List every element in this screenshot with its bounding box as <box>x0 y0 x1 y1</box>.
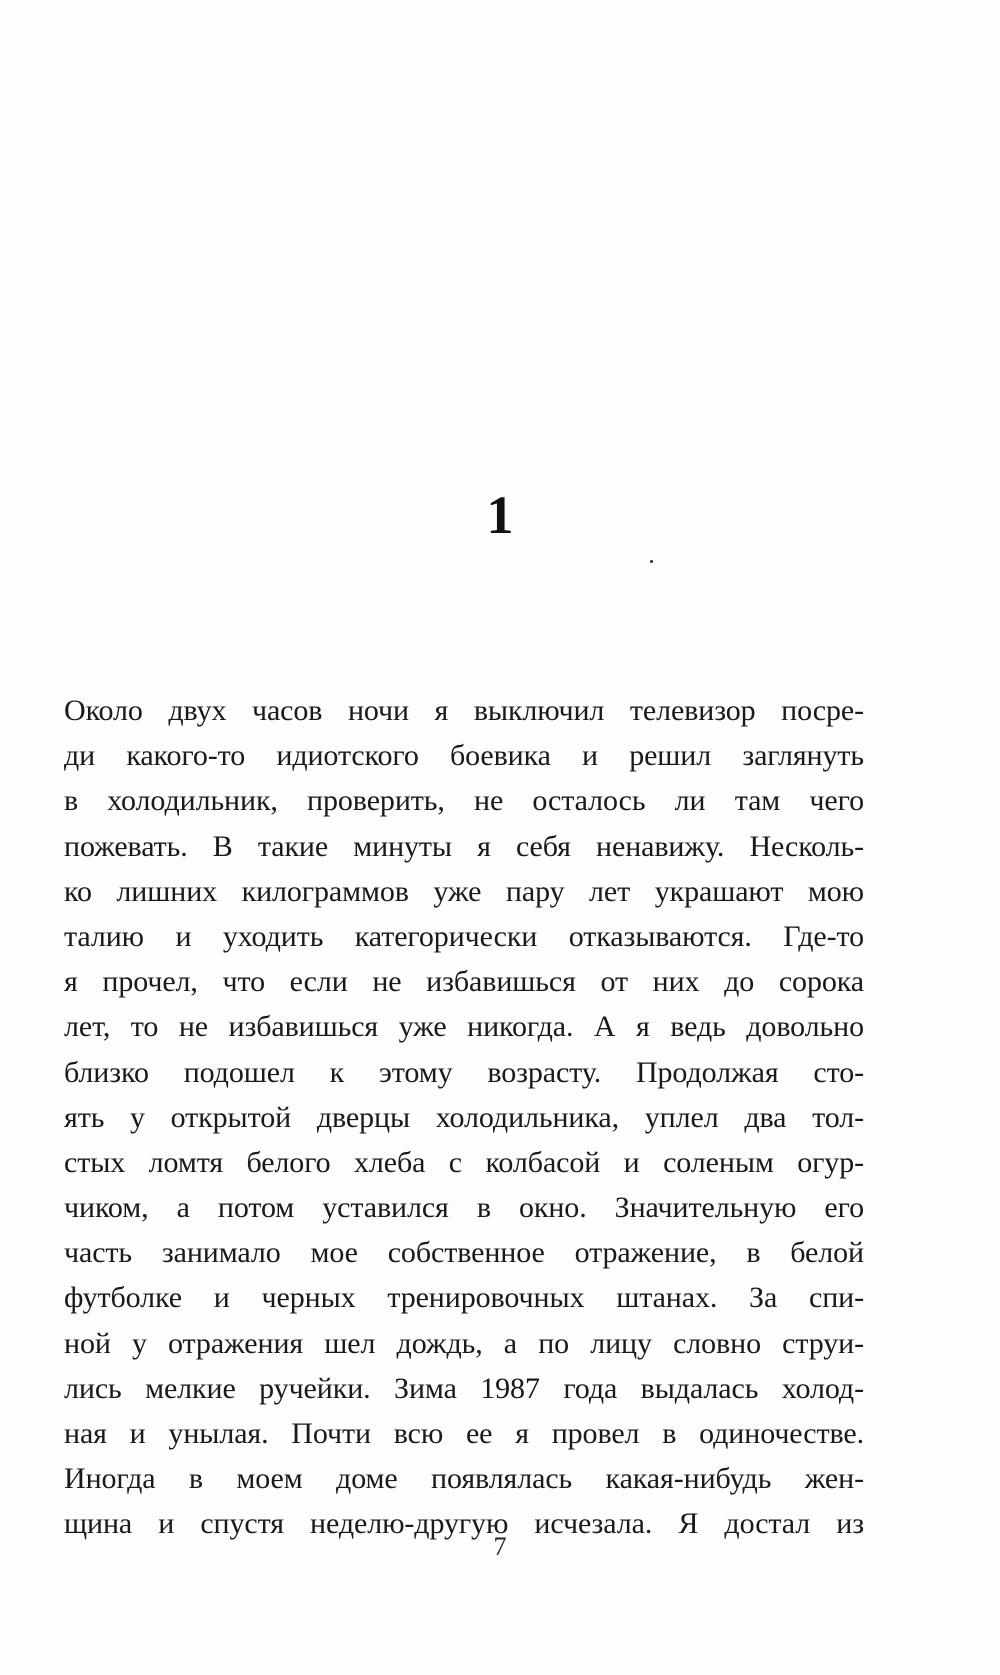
body-text <box>64 688 864 1547</box>
text-line: футболке и черных тренировочных штанах. За спи- <box>64 1281 864 1315</box>
text-line: стых ломтя белого хлеба с колбасой и соленым огур- <box>64 1145 864 1179</box>
text-line: ная и унылая. Почти всю ее я провел в одиночестве. <box>64 1417 864 1450</box>
print-speck <box>650 560 653 563</box>
text-line: щина и спустя неделю-другую исчезала. Я достал из <box>64 1507 864 1541</box>
text-line: ди какого-то идиотского боевика и решил заглянуть <box>64 739 864 773</box>
text-line: лет, то не избавишься уже никогда. А я ведь довольно <box>64 1010 864 1044</box>
text-line: Иногда в моем доме появлялась какая-нибудь жен- <box>64 1462 864 1496</box>
text-line: я прочел, что если не избавишься от них до сорока <box>64 965 864 999</box>
text-line: ной у отражения шел дождь, а по лицу словно струи- <box>64 1326 864 1360</box>
text-line: талию и уходить категорически отказываются. Где-то <box>64 919 864 953</box>
text-line: близко подошел к этому возрасту. Продолжая сто- <box>64 1055 864 1089</box>
text-line: в холодильник, проверить, не осталось ли там чего <box>64 784 864 818</box>
text-line: лись мелкие ручейки. Зима 1987 года выдалась холод- <box>64 1371 864 1405</box>
text-line: пожевать. В такие минуты я себя ненавижу. Несколь- <box>64 829 864 863</box>
chapter-number: 1 <box>486 485 514 545</box>
text-line: Около двух часов ночи я выключил телевизор посре- <box>64 694 864 727</box>
text-line: чиком, а потом уставился в окно. Значительную его <box>64 1191 864 1225</box>
text-line: ко лишних килограммов уже пару лет украшают мою <box>64 874 864 908</box>
page-number: 7 <box>493 1532 507 1561</box>
text-line: ять у открытой дверцы холодильника, уплел два тол- <box>64 1100 864 1134</box>
text-line: часть занимало мое собственное отражение, в белой <box>64 1236 864 1270</box>
